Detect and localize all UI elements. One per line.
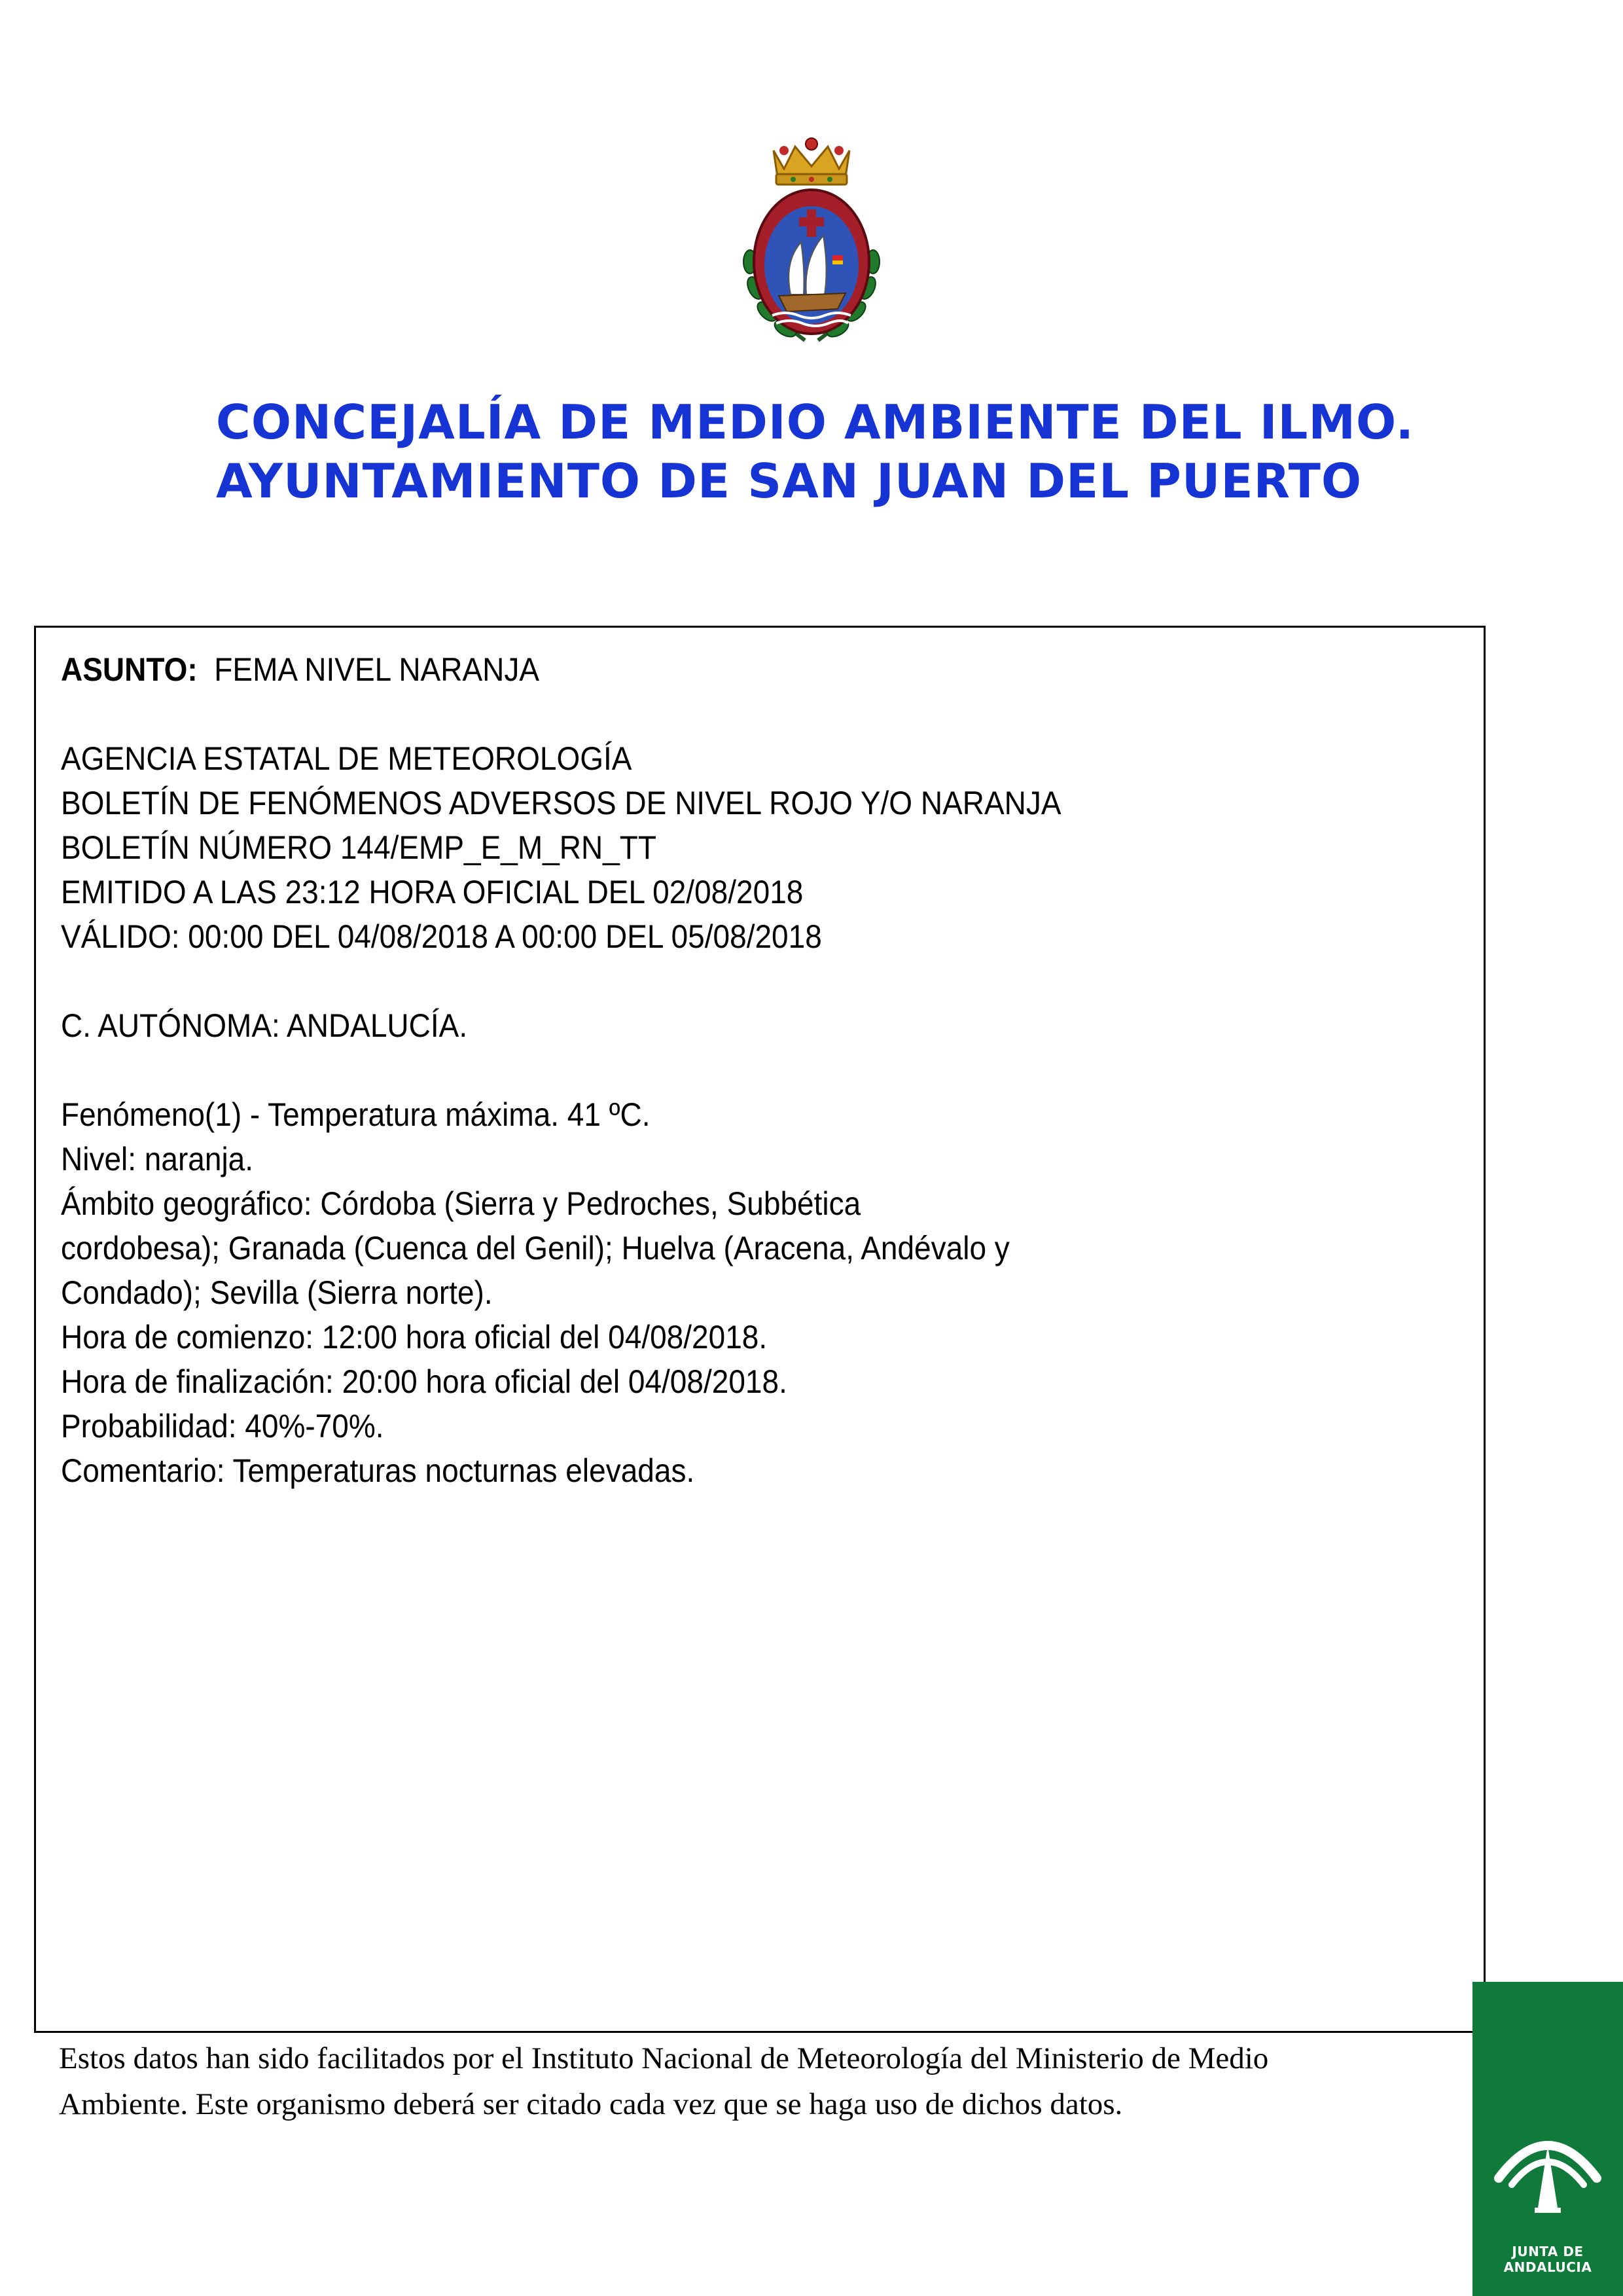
junta-label: JUNTA DE ANDALUCIA [1503,2244,1592,2275]
bulletin-type-line: BOLETÍN DE FENÓMENOS ADVERSOS DE NIVEL ROJO Y/O NARANJA [61,785,1061,821]
valid-line: VÁLIDO: 00:00 DEL 04/08/2018 A 00:00 DEL 05/08/2018 [61,918,822,955]
probability-line: Probabilidad: 40%-70%. [61,1408,384,1444]
subject-label: ASUNTO: [61,651,198,688]
end-time-line: Hora de finalización: 20:00 hora oficial del 04/08/2018. [61,1363,787,1400]
shield-icon [754,190,869,334]
bulletin-number-line: BOLETÍN NÚMERO 144/EMP_E_M_RN_TT [61,829,657,866]
bulletin-box [34,626,1486,2033]
junta-andalucia-logo [1472,1982,1623,2296]
issued-line: EMITIDO A LAS 23:12 HORA OFICIAL DEL 02/08/2018 [61,874,804,910]
phenomenon-line: Fenómeno(1) - Temperatura máxima. 41 ºC. [61,1096,651,1133]
level-line: Nivel: naranja. [61,1141,254,1177]
area-line-3: Condado); Sevilla (Sierra norte). [61,1274,493,1311]
area-line-2: cordobesa); Granada (Cuenca del Genil); Huelva (Aracena, Andévalo y [61,1230,1010,1266]
title-line-2: AYUNTAMIENTO DE SAN JUAN DEL PUERTO [216,454,1363,509]
comment-line: Comentario: Temperaturas nocturnas elevadas. [61,1452,695,1489]
page-title [216,393,1459,511]
subject-value: FEMA NIVEL NARANJA [214,651,540,688]
agency-line: AGENCIA ESTATAL DE METEOROLOGÍA [61,740,632,777]
area-line-1: Ámbito geográfico: Córdoba (Sierra y Pedroches, Subbética [61,1185,861,1222]
crown-icon [774,138,849,185]
bulletin-content [61,647,1061,1493]
subject-row [61,647,1061,692]
source-note-line-1: Estos datos han sido facilitados por el Instituto Nacional de Meteorología del Ministerio de Medio [59,2041,1269,2075]
source-note [59,2036,1302,2127]
region-line: C. AUTÓNOMA: ANDALUCÍA. [61,1007,468,1044]
source-note-line-2: Ambiente. Este organismo deberá ser citado cada vez que se haga uso de dichos datos. [59,2087,1123,2121]
municipal-crest-logo [733,131,890,367]
title-line-1: CONCEJALÍA DE MEDIO AMBIENTE DEL ILMO. [216,395,1415,450]
start-time-line: Hora de comienzo: 12:00 hora oficial del 04/08/2018. [61,1319,768,1355]
junta-emblem-icon [1472,1982,1623,2244]
